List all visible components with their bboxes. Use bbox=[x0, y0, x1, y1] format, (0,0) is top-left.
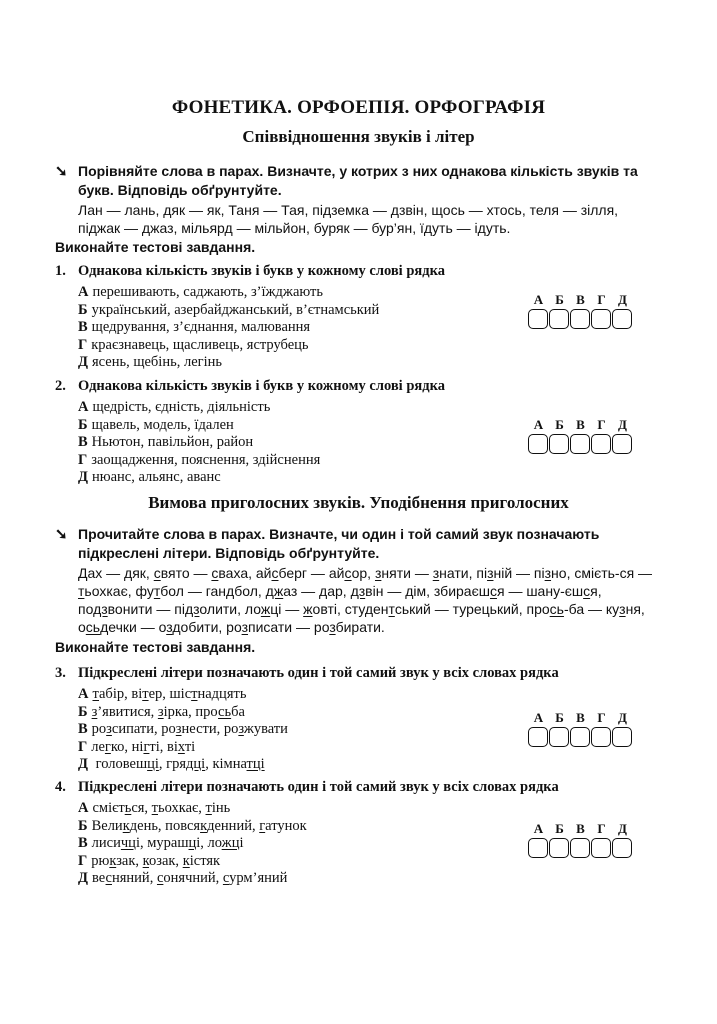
option-g: Г легко, нігті, віхті bbox=[78, 738, 196, 755]
answer-box-g[interactable] bbox=[591, 309, 611, 329]
answer-box-a[interactable] bbox=[528, 727, 548, 747]
option-b: Б з’явитися, зірка, просьба bbox=[78, 703, 245, 720]
answer-box-b[interactable] bbox=[549, 309, 569, 329]
section-heading-consonants: Вимова приголосних звуків. Уподібнення приголосних bbox=[148, 493, 569, 512]
option-d: Д ясень, щебінь, легінь bbox=[78, 354, 222, 370]
option-v: В Ньютон, павільйон, район bbox=[78, 434, 254, 450]
option-a: А щедрість, єдність, діяльність bbox=[78, 399, 271, 415]
exercise-word-pairs: Дах — дяк, свято — сваха, айсберг — айсор, зняти — знати, пізній — пізно, смієть-ся — тьохкає, футбол — гандбол, джаз — дар, дзвін — дім, збираєшся — шану-єшся, подзвонити — підзолити, ложці — жовті, студентський — турецький, прось-ба — кузня, осьдечки — оздобити, розписати — розбирати. bbox=[78, 565, 653, 635]
option-b: Б Великдень, повсякденний, гатунок bbox=[78, 817, 307, 834]
exercise-instruction: Порівняйте слова в парах. Визначте, у котрих з них однакова кількість звуків та букв. Відповідь обґрунтуйте. bbox=[78, 163, 638, 198]
option-d: Д весняний, сонячний, сурм’яний bbox=[78, 870, 288, 886]
answer-box-g[interactable] bbox=[591, 838, 611, 858]
answer-grid-1: А Б В Г Д bbox=[528, 293, 638, 329]
option-a: А сміється, тьохкає, тінь bbox=[78, 800, 231, 816]
exercise-read-words bbox=[55, 525, 655, 636]
answer-grid-2: А Б В Г Д bbox=[528, 418, 638, 454]
question-text: Підкреслені літери позначають один і той самий звук у всіх словах рядка bbox=[78, 665, 559, 681]
answer-box-g[interactable] bbox=[591, 727, 611, 747]
question-number: 1. bbox=[55, 263, 66, 279]
answer-box-g[interactable] bbox=[591, 434, 611, 454]
answer-box-v[interactable] bbox=[570, 434, 590, 454]
option-g: Г краєзнавець, щасливець, яструбець bbox=[78, 336, 309, 353]
option-d: Д головешці, грядці, кімнатці bbox=[78, 756, 265, 772]
exercise-instruction: Прочитайте слова в парах. Визначте, чи один і той самий звук позначають підкреслені літери. Відповідь обґрунтуйте. bbox=[78, 526, 600, 561]
option-g: Г рюкзак, козак, кістяк bbox=[78, 852, 221, 869]
answer-box-v[interactable] bbox=[570, 727, 590, 747]
arrow-icon: ➘ bbox=[55, 163, 68, 180]
question-text: Однакова кількість звуків і букв у кожному слові рядка bbox=[78, 378, 445, 394]
option-b: Б український, азербайджанський, в’єтнамський bbox=[78, 301, 380, 318]
exercise-word-pairs: Лан — лань, дяк — як, Таня — Тая, підземка — дзвін, щось — хтось, теля — зілля, піджак — джаз, мільярд — мільйон, буряк — бур’ян, їдуть — ідуть. bbox=[78, 202, 619, 236]
page-title: ФОНЕТИКА. ОРФОЕПІЯ. ОРФОГРАФІЯ bbox=[171, 97, 546, 118]
answer-box-a[interactable] bbox=[528, 434, 548, 454]
question-text: Підкреслені літери позначають один і той самий звук у всіх словах рядка bbox=[78, 779, 559, 795]
arrow-icon: ➘ bbox=[55, 526, 68, 543]
answer-box-a[interactable] bbox=[528, 309, 548, 329]
answer-box-d[interactable] bbox=[612, 309, 632, 329]
answer-box-v[interactable] bbox=[570, 309, 590, 329]
option-g: Г заощадження, пояснення, здійснення bbox=[78, 451, 321, 468]
tests-heading: Виконайте тестові завдання. bbox=[55, 239, 256, 255]
answer-box-v[interactable] bbox=[570, 838, 590, 858]
answer-box-d[interactable] bbox=[612, 434, 632, 454]
answer-box-a[interactable] bbox=[528, 838, 548, 858]
answer-grid-4: А Б В Г Д bbox=[528, 822, 638, 858]
answer-box-d[interactable] bbox=[612, 727, 632, 747]
option-a: А перешивають, саджають, з’їжджають bbox=[78, 284, 323, 300]
answer-grid-3: А Б В Г Д bbox=[528, 711, 638, 747]
question-2: 2. Однакова кількість звуків і букв у кожному слові рядка А щедрість, єдність, діяльність Б щавель, модель, їдален В Ньютон, павільйон, район Г заощадження, пояснення, здійснення Д нюанс, альянс, аванс bbox=[55, 377, 665, 487]
tests-heading: Виконайте тестові завдання. bbox=[55, 639, 256, 655]
answer-box-b[interactable] bbox=[549, 838, 569, 858]
question-3: 3. Підкреслені літери позначають один і той самий звук у всіх словах рядка А табір, вітер, шістнадцять Б з’явитися, зірка, просьба В розсипати, рознести, розжувати Г легко, нігті, віхті Д головешці, грядці, кімнатці bbox=[55, 664, 665, 774]
question-text: Однакова кількість звуків і букв у кожному слові рядка bbox=[78, 263, 445, 279]
section-heading-sounds-letters: Співвідношення звуків і літер bbox=[242, 127, 475, 146]
option-a: А табір, вітер, шістнадцять bbox=[78, 686, 247, 702]
exercise-compare-words bbox=[55, 162, 655, 237]
option-v: В щедрування, з’єднання, малювання bbox=[78, 319, 311, 335]
option-v: В розсипати, рознести, розжувати bbox=[78, 721, 288, 737]
option-v: В лисичці, мурашці, ложці bbox=[78, 835, 244, 851]
option-b: Б щавель, модель, їдален bbox=[78, 416, 234, 433]
option-d: Д нюанс, альянс, аванс bbox=[78, 469, 221, 485]
answer-box-b[interactable] bbox=[549, 727, 569, 747]
question-4: 4. Підкреслені літери позначають один і той самий звук у всіх словах рядка А сміється, тьохкає, тінь Б Великдень, повсякденний, гатунок В лисичці, мурашці, ложці Г рюкзак, козак, кістяк Д весняний, сонячний, сурм’яний bbox=[55, 778, 665, 888]
answer-box-b[interactable] bbox=[549, 434, 569, 454]
answer-box-d[interactable] bbox=[612, 838, 632, 858]
